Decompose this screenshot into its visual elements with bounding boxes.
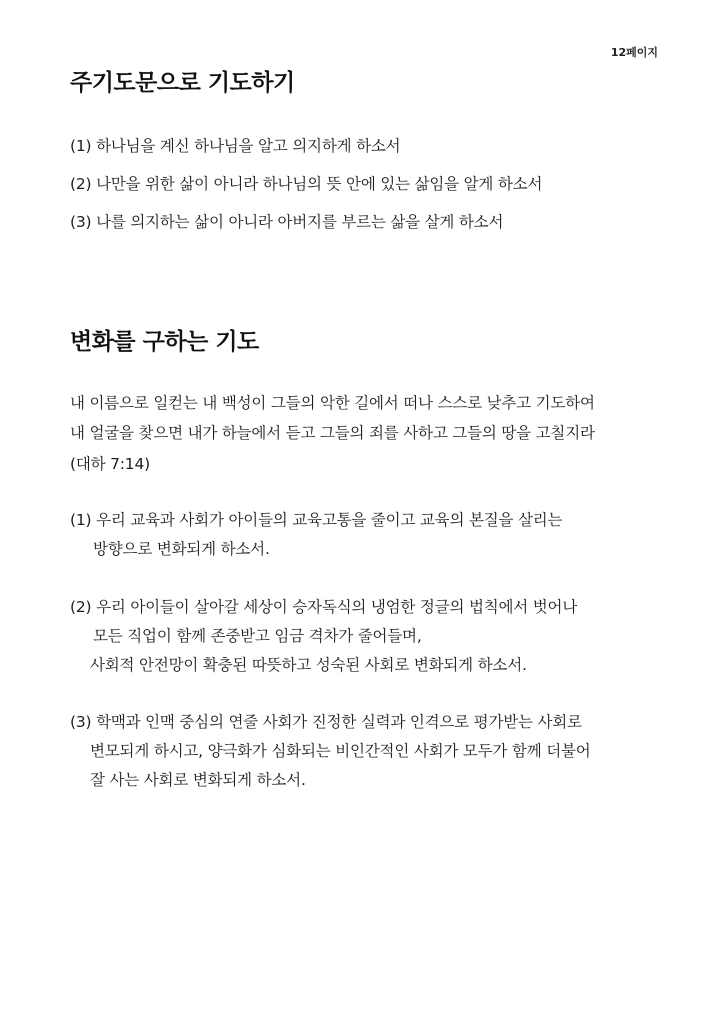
prayer-item-2: (2) 나만을 위한 삶이 아니라 하나님의 뜻 안에 있는 삶임을 알게 하소서	[70, 175, 543, 193]
verse-line-2: 내 얼굴을 찾으면 내가 하늘에서 듣고 그들의 죄를 사하고 그들의 땅을 고칠지라	[70, 424, 595, 442]
change-item-2-line-1: (2) 우리 아이들이 살아갈 세상이 승자독식의 냉엄한 정글의 법칙에서 벗어나	[70, 598, 578, 616]
section-title-lords-prayer: 주기도문으로 기도하기	[70, 70, 295, 96]
prayer-item-3: (3) 나를 의지하는 삶이 아니라 아버지를 부르는 삶을 살게 하소서	[70, 213, 504, 231]
change-item-2-line-3: 사회적 안전망이 확충된 따뜻하고 성숙된 사회로 변화되게 하소서.	[90, 656, 527, 674]
page-number: 12페이지	[610, 46, 658, 59]
change-item-3-line-1: (3) 학맥과 인맥 중심의 연줄 사회가 진정한 실력과 인격으로 평가받는 사회로	[70, 713, 582, 731]
change-item-1-line-1: (1) 우리 교육과 사회가 아이들의 교육고통을 줄이고 교육의 본질을 살리는	[70, 511, 563, 529]
verse-reference: (대하 7:14)	[70, 455, 150, 473]
change-item-2-line-2: 모든 직업이 함께 존중받고 임금 격차가 줄어들며,	[93, 627, 422, 645]
prayer-item-1: (1) 하나님을 계신 하나님을 알고 의지하게 하소서	[70, 137, 401, 155]
change-item-1-line-2: 방향으로 변화되게 하소서.	[93, 540, 270, 558]
section-title-change-prayer: 변화를 구하는 기도	[70, 329, 259, 355]
change-item-3-line-3: 잘 사는 사회로 변화되게 하소서.	[90, 771, 306, 789]
verse-line-1: 내 이름으로 일컫는 내 백성이 그들의 악한 길에서 떠나 스스로 낮추고 기도하여	[70, 394, 595, 412]
change-item-3-line-2: 변모되게 하시고, 양극화가 심화되는 비인간적인 사회가 모두가 함께 더불어	[90, 742, 591, 760]
